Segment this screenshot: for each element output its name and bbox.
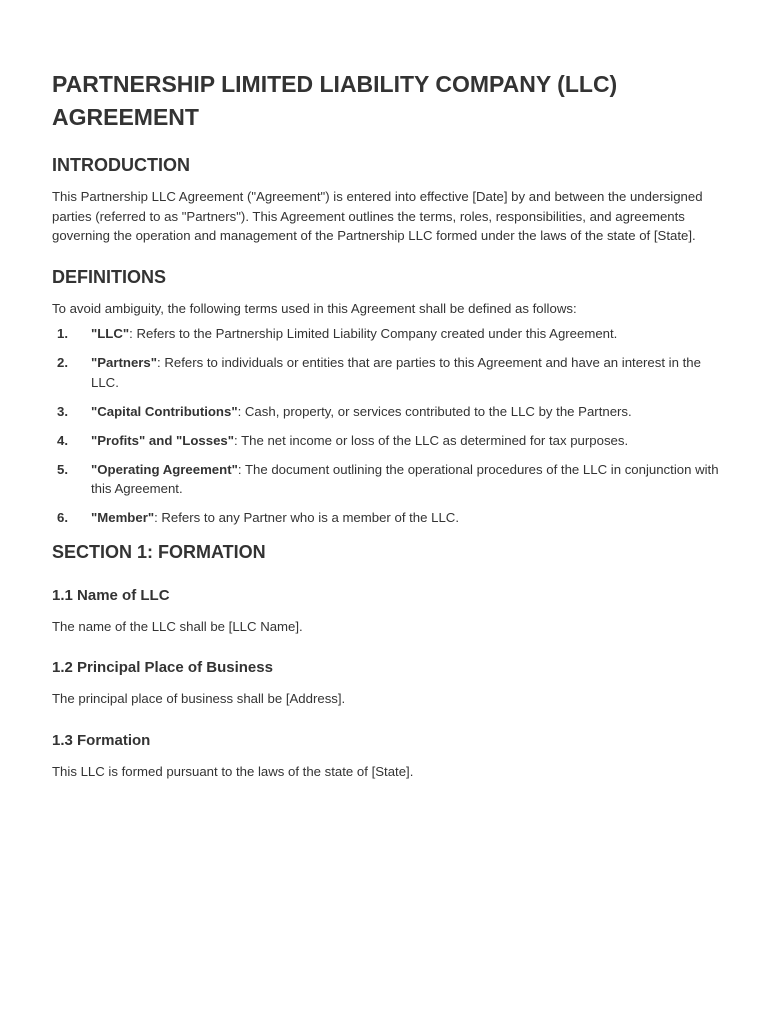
list-item-body: [91, 324, 720, 344]
subsection-1-2-heading: 1.2 Principal Place of Business: [52, 659, 273, 676]
section-1-heading: SECTION 1: FORMATION: [52, 541, 266, 562]
list-item: [52, 324, 720, 344]
list-item: [52, 460, 720, 499]
introduction-text: This Partnership LLC Agreement ("Agreement") is entered into effective [Date] by and between the undersigned parties (referred to as "Partners"). This Agreement outlines the terms, roles, responsibilities, and agreements governing the operation and management of the Partnership LLC formed under the laws of the state of [State].: [52, 189, 703, 243]
definition-term: "LLC": [91, 326, 130, 341]
definition-term: "Operating Agreement": [91, 461, 238, 477]
definition-term: "Profits" and "Losses": [91, 432, 234, 448]
definition-text: : Refers to individuals or entities that are parties to this Agreement and have an interest in the LLC.: [91, 355, 701, 390]
subsection-1-1-text: The name of the LLC shall be [LLC Name].: [52, 618, 303, 634]
definition-term: "Capital Contributions": [91, 403, 238, 419]
list-item: [52, 508, 720, 528]
list-item-body: [91, 353, 720, 392]
list-item-number: 4.: [57, 432, 68, 448]
list-item-number: 2.: [57, 355, 68, 370]
introduction-heading: INTRODUCTION: [52, 155, 190, 175]
definition-text: : Refers to the Partnership Limited Liability Company created under this Agreement.: [129, 326, 618, 341]
document-title: PARTNERSHIP LIMITED LIABILITY COMPANY (LLC) AGREEMENT: [52, 71, 618, 130]
list-item: [52, 431, 720, 451]
list-item: [52, 353, 720, 392]
list-item-body: [91, 402, 720, 422]
definition-text: : Cash, property, or services contributed to the LLC by the Partners.: [237, 403, 632, 419]
list-item-body: [91, 460, 720, 499]
list-item-number: 6.: [57, 510, 68, 525]
list-item: [52, 402, 720, 422]
subsection-1-3-heading: 1.3 Formation: [52, 731, 151, 749]
list-item-number: 3.: [57, 403, 68, 419]
list-item-number: 1.: [57, 326, 68, 341]
list-item-body: [91, 431, 720, 451]
subsection-1-1-heading: 1.1 Name of LLC: [52, 586, 170, 604]
subsection-1-2-text: The principal place of business shall be [Address].: [52, 691, 346, 706]
list-item-number: 5.: [57, 461, 68, 477]
definitions-intro: To avoid ambiguity, the following terms used in this Agreement shall be defined as follows:: [52, 300, 577, 316]
definition-text: : Refers to any Partner who is a member of the LLC.: [154, 510, 459, 525]
definition-term: "Member": [91, 510, 155, 525]
subsection-1-3-text: This LLC is formed pursuant to the laws of the state of [State].: [52, 763, 414, 779]
definition-text: : The document outlining the operational procedures of the LLC in conjunction with this Agreement.: [91, 461, 719, 496]
definition-text: : The net income or loss of the LLC as determined for tax purposes.: [234, 432, 629, 448]
definition-term: "Partners": [91, 355, 158, 370]
definitions-heading: DEFINITIONS: [52, 266, 167, 287]
list-item-body: [91, 508, 720, 528]
definitions-list: [52, 324, 720, 528]
